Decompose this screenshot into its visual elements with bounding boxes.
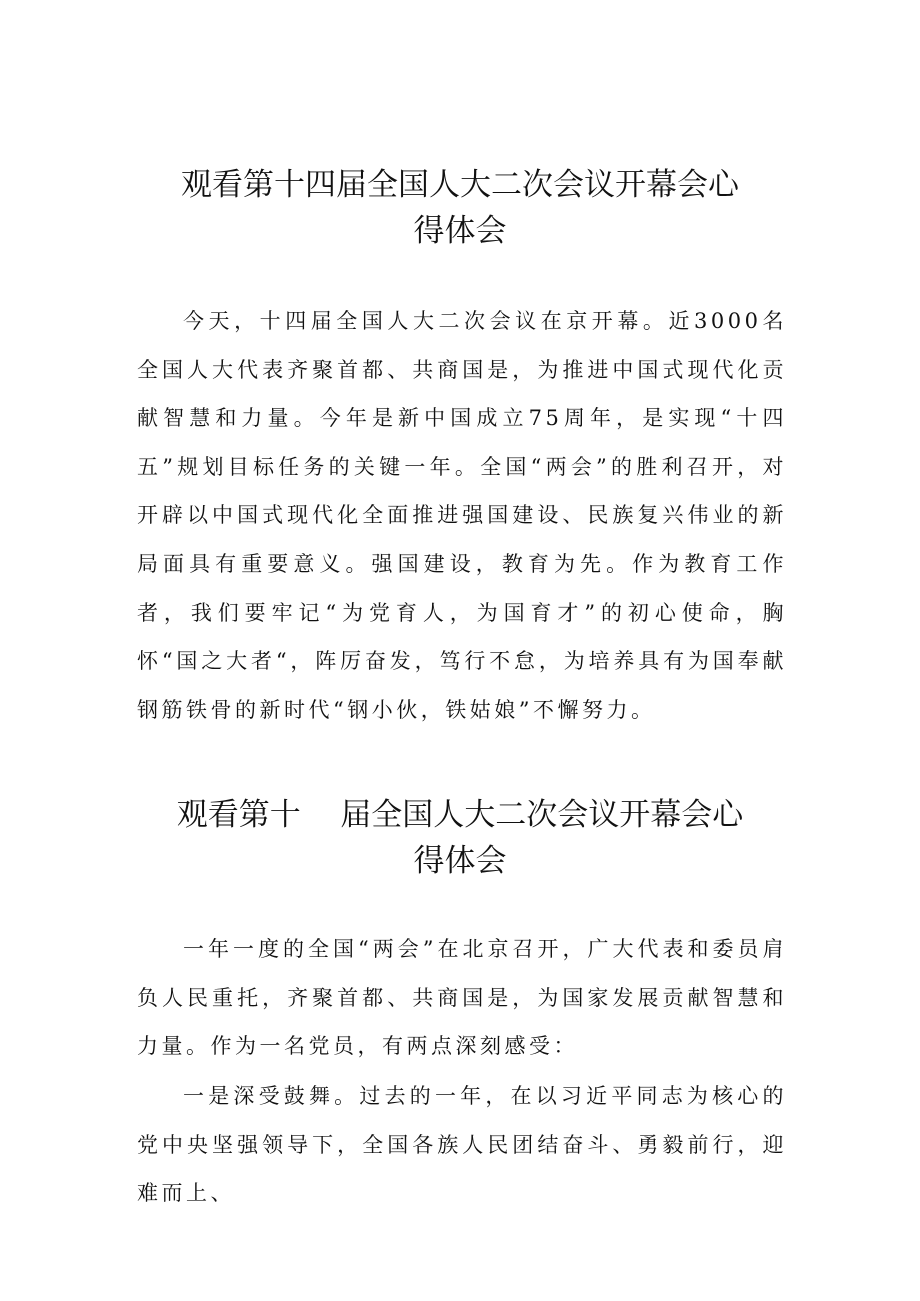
section-1-title-line-1: 观看第十四届全国人大二次会议开幕会心 [181,167,739,203]
section-1-paragraph-1: 今天，十四届全国人大二次会议在京开幕。近3000名全国人大代表齐聚首都、共商国是，为推进中国式现代化贡献智慧和力量。今年是新中国成立75周年，是实现“十四五”规划目标任务的关键一年。全国“两会”的胜利召开，对开辟以中国式现代化全面推进强国建设、民族复兴伟业的新局面具有重要意义。强国建设，教育为先。作为教育工作者，我们要牢记“为党育人，为国育才”的初心使命，胸怀“国之大者“，阵厉奋发，笃行不怠，为培养具有为国奉献钢筋铁骨的新时代“钢小伙，铁姑娘”不懈努力。 [137,309,787,722]
section-1-title [0,162,920,254]
section-2-title [0,792,920,884]
section-2-title-line-2: 得体会 [413,843,507,879]
section-2-paragraph-1: 一年一度的全国“两会”在北京召开，广大代表和委员肩负人民重托，齐聚首都、共商国是，为国家发展贡献智慧和力量。作为一名党员，有两点深刻感受： [137,937,787,1059]
section-1-title-line-2: 得体会 [413,213,507,249]
section-2-paragraph-2: 一是深受鼓舞。过去的一年，在以习近平同志为核心的党中央坚强领导下，全国各族人民团结奋斗、勇毅前行，迎难而上、 [137,1084,787,1206]
section-2-title-line-1: 观看第十 届全国人大二次会议开幕会心 [176,797,744,833]
